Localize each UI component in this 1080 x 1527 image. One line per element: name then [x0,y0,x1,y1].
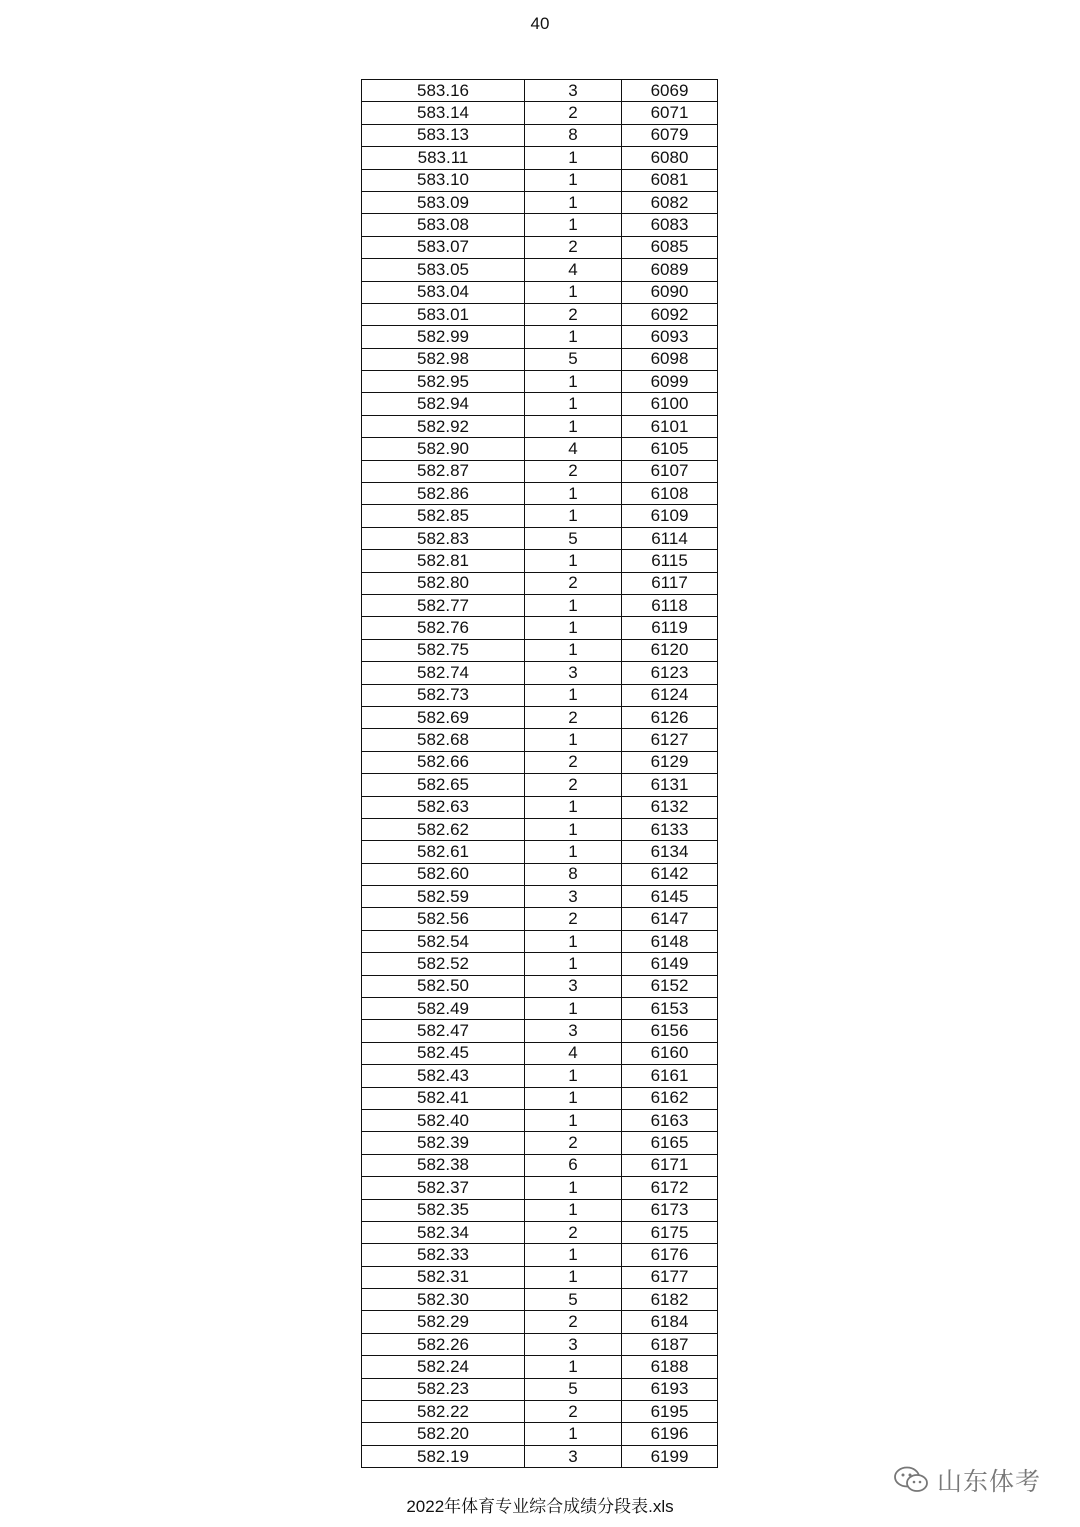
count-cell: 3 [525,1445,622,1467]
count-cell: 1 [525,639,622,661]
count-cell: 1 [525,617,622,639]
table-row [362,572,718,594]
score-cell: 582.33 [362,1244,525,1266]
score-cell: 583.07 [362,236,525,258]
score-cell: 582.35 [362,1199,525,1221]
table-row [362,460,718,482]
cumulative-cell: 6133 [622,818,718,840]
score-cell: 582.65 [362,774,525,796]
score-cell: 582.24 [362,1356,525,1378]
cumulative-cell: 6109 [622,505,718,527]
score-cell: 582.94 [362,393,525,415]
score-cell: 582.87 [362,460,525,482]
cumulative-cell: 6171 [622,1154,718,1176]
score-cell: 582.80 [362,572,525,594]
table-row [362,147,718,169]
count-cell: 1 [525,169,622,191]
table-row [362,1109,718,1131]
count-cell: 2 [525,908,622,930]
page-number: 40 [530,14,550,33]
cumulative-cell: 6099 [622,371,718,393]
count-cell: 1 [525,281,622,303]
score-cell: 582.61 [362,841,525,863]
score-cell: 582.23 [362,1378,525,1400]
table-row [362,124,718,146]
score-cell: 582.60 [362,863,525,885]
cumulative-cell: 6127 [622,729,718,751]
table-row [362,998,718,1020]
table-row [362,1378,718,1400]
table-row [362,1020,718,1042]
table-row [362,191,718,213]
cumulative-cell: 6101 [622,415,718,437]
score-cell: 582.29 [362,1311,525,1333]
score-cell: 582.56 [362,908,525,930]
score-cell: 583.01 [362,303,525,325]
cumulative-cell: 6188 [622,1356,718,1378]
cumulative-cell: 6079 [622,124,718,146]
cumulative-cell: 6092 [622,303,718,325]
table-row [362,1199,718,1221]
cumulative-cell: 6124 [622,684,718,706]
cumulative-cell: 6080 [622,147,718,169]
count-cell: 5 [525,1378,622,1400]
score-cell: 582.81 [362,550,525,572]
cumulative-cell: 6172 [622,1177,718,1199]
count-cell: 1 [525,1244,622,1266]
score-cell: 582.47 [362,1020,525,1042]
score-cell: 582.19 [362,1445,525,1467]
score-cell: 582.62 [362,818,525,840]
score-cell: 583.11 [362,147,525,169]
count-cell: 1 [525,326,622,348]
cumulative-cell: 6085 [622,236,718,258]
cumulative-cell: 6117 [622,572,718,594]
score-cell: 583.08 [362,214,525,236]
cumulative-cell: 6175 [622,1221,718,1243]
cumulative-cell: 6120 [622,639,718,661]
score-cell: 582.66 [362,751,525,773]
table-row [362,169,718,191]
table-row [362,1087,718,1109]
cumulative-cell: 6118 [622,594,718,616]
score-table-body [362,80,718,1468]
watermark-text: 山东体考 [937,1468,1042,1496]
score-cell: 582.77 [362,594,525,616]
table-row [362,930,718,952]
score-cell: 582.22 [362,1401,525,1423]
score-cell: 582.98 [362,348,525,370]
score-cell: 582.68 [362,729,525,751]
cumulative-cell: 6149 [622,953,718,975]
cumulative-cell: 6123 [622,662,718,684]
count-cell: 2 [525,706,622,728]
table-row [362,415,718,437]
count-cell: 1 [525,147,622,169]
count-cell: 8 [525,863,622,885]
cumulative-cell: 6163 [622,1109,718,1131]
table-row [362,1132,718,1154]
cumulative-cell: 6187 [622,1333,718,1355]
cumulative-cell: 6100 [622,393,718,415]
cumulative-cell: 6145 [622,886,718,908]
table-row [362,863,718,885]
wechat-icon [893,1465,929,1495]
table-row [362,594,718,616]
count-cell: 2 [525,1311,622,1333]
count-cell: 2 [525,774,622,796]
cumulative-cell: 6126 [622,706,718,728]
score-cell: 582.40 [362,1109,525,1131]
count-cell: 1 [525,483,622,505]
table-row [362,908,718,930]
cumulative-cell: 6195 [622,1401,718,1423]
count-cell: 4 [525,1042,622,1064]
table-row [362,841,718,863]
table-row [362,729,718,751]
table-row [362,1042,718,1064]
table-row [362,393,718,415]
score-cell: 582.39 [362,1132,525,1154]
score-cell: 582.26 [362,1333,525,1355]
score-cell: 582.92 [362,415,525,437]
table-row [362,617,718,639]
cumulative-cell: 6193 [622,1378,718,1400]
count-cell: 2 [525,1132,622,1154]
score-cell: 582.41 [362,1087,525,1109]
cumulative-cell: 6147 [622,908,718,930]
table-row [362,527,718,549]
cumulative-cell: 6105 [622,438,718,460]
count-cell: 1 [525,841,622,863]
table-row [362,1065,718,1087]
score-cell: 582.76 [362,617,525,639]
footer-filename: 2022年体育专业综合成绩分段表.xls [406,1497,674,1516]
cumulative-cell: 6107 [622,460,718,482]
count-cell: 1 [525,214,622,236]
cumulative-cell: 6071 [622,102,718,124]
cumulative-cell: 6161 [622,1065,718,1087]
cumulative-cell: 6165 [622,1132,718,1154]
score-cell: 582.99 [362,326,525,348]
table-row [362,326,718,348]
score-cell: 582.95 [362,371,525,393]
table-row [362,1311,718,1333]
count-cell: 1 [525,796,622,818]
cumulative-cell: 6108 [622,483,718,505]
cumulative-cell: 6199 [622,1445,718,1467]
score-cell: 582.63 [362,796,525,818]
count-cell: 1 [525,930,622,952]
count-cell: 1 [525,191,622,213]
table-row [362,662,718,684]
score-cell: 582.38 [362,1154,525,1176]
cumulative-cell: 6098 [622,348,718,370]
cumulative-cell: 6196 [622,1423,718,1445]
count-cell: 2 [525,236,622,258]
cumulative-cell: 6089 [622,259,718,281]
table-row [362,1244,718,1266]
score-cell: 582.59 [362,886,525,908]
count-cell: 2 [525,751,622,773]
count-cell: 1 [525,415,622,437]
table-row [362,639,718,661]
count-cell: 3 [525,1020,622,1042]
count-cell: 3 [525,80,622,102]
count-cell: 5 [525,348,622,370]
score-cell: 583.04 [362,281,525,303]
score-cell: 583.05 [362,259,525,281]
table-row [362,80,718,102]
score-cell: 582.69 [362,706,525,728]
cumulative-cell: 6082 [622,191,718,213]
count-cell: 5 [525,527,622,549]
count-cell: 1 [525,393,622,415]
cumulative-cell: 6153 [622,998,718,1020]
count-cell: 3 [525,886,622,908]
score-cell: 583.14 [362,102,525,124]
score-cell: 582.86 [362,483,525,505]
count-cell: 1 [525,550,622,572]
count-cell: 2 [525,102,622,124]
score-cell: 582.85 [362,505,525,527]
cumulative-cell: 6069 [622,80,718,102]
table-row [362,1177,718,1199]
score-cell: 582.83 [362,527,525,549]
table-row [362,259,718,281]
table-row [362,348,718,370]
table-row [362,1221,718,1243]
cumulative-cell: 6184 [622,1311,718,1333]
score-cell: 582.49 [362,998,525,1020]
table-row [362,1333,718,1355]
table-row [362,1289,718,1311]
cumulative-cell: 6148 [622,930,718,952]
count-cell: 1 [525,729,622,751]
score-cell: 582.90 [362,438,525,460]
cumulative-cell: 6129 [622,751,718,773]
table-row [362,281,718,303]
table-row [362,1266,718,1288]
table-row [362,751,718,773]
count-cell: 3 [525,975,622,997]
score-cell: 582.74 [362,662,525,684]
cumulative-cell: 6142 [622,863,718,885]
count-cell: 1 [525,998,622,1020]
score-cell: 583.09 [362,191,525,213]
table-row [362,953,718,975]
score-cell: 582.31 [362,1266,525,1288]
count-cell: 1 [525,1177,622,1199]
table-row [362,706,718,728]
score-cell: 582.45 [362,1042,525,1064]
table-row [362,214,718,236]
table-row [362,818,718,840]
table-row [362,1423,718,1445]
table-row [362,483,718,505]
score-cell: 582.37 [362,1177,525,1199]
count-cell: 2 [525,572,622,594]
cumulative-cell: 6177 [622,1266,718,1288]
cumulative-cell: 6156 [622,1020,718,1042]
count-cell: 1 [525,953,622,975]
cumulative-cell: 6119 [622,617,718,639]
count-cell: 4 [525,438,622,460]
table-row [362,102,718,124]
table-row [362,1356,718,1378]
count-cell: 1 [525,1266,622,1288]
table-row [362,550,718,572]
cumulative-cell: 6093 [622,326,718,348]
count-cell: 1 [525,1109,622,1131]
cumulative-cell: 6083 [622,214,718,236]
cumulative-cell: 6114 [622,527,718,549]
score-cell: 582.52 [362,953,525,975]
score-cell: 582.75 [362,639,525,661]
count-cell: 2 [525,1401,622,1423]
score-cell: 582.54 [362,930,525,952]
cumulative-cell: 6081 [622,169,718,191]
table-row [362,236,718,258]
score-table [361,79,718,1468]
count-cell: 2 [525,460,622,482]
table-row [362,796,718,818]
score-cell: 582.43 [362,1065,525,1087]
count-cell: 1 [525,1423,622,1445]
count-cell: 1 [525,684,622,706]
count-cell: 6 [525,1154,622,1176]
table-row [362,886,718,908]
cumulative-cell: 6115 [622,550,718,572]
count-cell: 3 [525,662,622,684]
score-cell: 583.10 [362,169,525,191]
table-row [362,371,718,393]
count-cell: 1 [525,1065,622,1087]
table-row [362,975,718,997]
table-row [362,774,718,796]
count-cell: 1 [525,818,622,840]
count-cell: 3 [525,1333,622,1355]
table-row [362,438,718,460]
table-row [362,303,718,325]
cumulative-cell: 6176 [622,1244,718,1266]
count-cell: 5 [525,1289,622,1311]
score-cell: 582.20 [362,1423,525,1445]
cumulative-cell: 6152 [622,975,718,997]
cumulative-cell: 6162 [622,1087,718,1109]
cumulative-cell: 6134 [622,841,718,863]
count-cell: 8 [525,124,622,146]
score-cell: 582.34 [362,1221,525,1243]
count-cell: 1 [525,1199,622,1221]
count-cell: 2 [525,303,622,325]
table-row [362,1401,718,1423]
table-row [362,505,718,527]
cumulative-cell: 6090 [622,281,718,303]
count-cell: 1 [525,371,622,393]
score-cell: 582.73 [362,684,525,706]
count-cell: 4 [525,259,622,281]
count-cell: 1 [525,505,622,527]
count-cell: 2 [525,1221,622,1243]
table-row [362,1154,718,1176]
score-cell: 582.50 [362,975,525,997]
cumulative-cell: 6132 [622,796,718,818]
table-row [362,684,718,706]
count-cell: 1 [525,594,622,616]
cumulative-cell: 6182 [622,1289,718,1311]
count-cell: 1 [525,1087,622,1109]
cumulative-cell: 6131 [622,774,718,796]
cumulative-cell: 6160 [622,1042,718,1064]
count-cell: 1 [525,1356,622,1378]
score-cell: 582.30 [362,1289,525,1311]
score-cell: 583.16 [362,80,525,102]
score-cell: 583.13 [362,124,525,146]
cumulative-cell: 6173 [622,1199,718,1221]
table-row [362,1445,718,1467]
